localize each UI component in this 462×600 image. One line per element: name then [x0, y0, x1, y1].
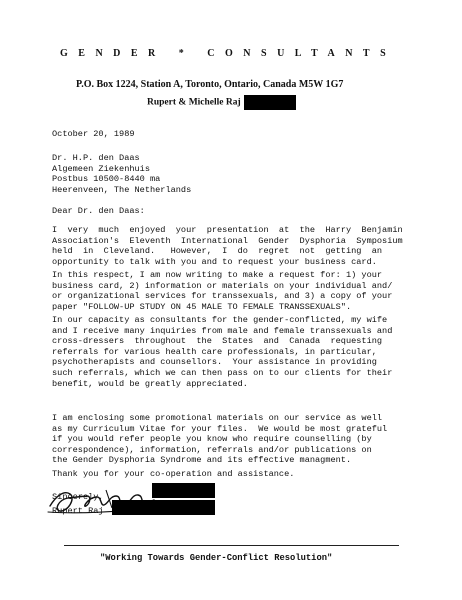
closing: Sincerely, — [52, 492, 104, 502]
paragraph-2: In this respect, I am now writing to make a request for: 1) your business card, 2) information or materials on your individual and/ or organizational services for transsexuals, and 3) a copy of your paper "FOLLOW-UP STUDY ON 45 MALE TO FEMALE TRANSSEXUALS". — [52, 270, 393, 312]
salutation: Dear Dr. den Daas: — [52, 206, 145, 216]
paragraph-1: I very much enjoyed your presentation at the Harry Benjamin Association's Eleventh International Gender Dysphoria Symposium held in Cleveland. However, I do regret not getting an opportunity to talk with you and to request your business card. — [52, 225, 403, 267]
paragraph-3: In our capacity as consultants for the gender-conflicted, my wife and I receive many inquiries from male and female transsexuals and cross-dressers throughout the States and Canada requesting referrals for various health care professionals, in particular, psychotherapists and counsellors. Your assistance in providing such referrals, which we can then pass on to our clients for their benefit, would be greatly appreciated. — [52, 315, 393, 389]
letterhead-address: P.O. Box 1224, Station A, Toronto, Ontario, Canada M5W 1G7 — [76, 79, 344, 90]
letterhead-names-text: Rupert & Michelle Raj — [147, 97, 241, 108]
paragraph-4: I am enclosing some promotional materials on our service as well as my Curriculum Vitae for your files. We would be most grateful if you would refer people you know who require counselling (by correspondence), information, referrals and/or publications on the Gender Dysphoria Syndrome and its effective managment. — [52, 413, 388, 466]
redaction-bar — [152, 483, 215, 498]
letterhead-title — [60, 48, 420, 59]
paragraph-5: Thank you for your co-operation and assistance. — [52, 469, 295, 479]
letterhead-names — [147, 95, 296, 110]
letter-date: October 20, 1989 — [52, 129, 135, 139]
footer-motto: "Working Towards Gender-Conflict Resolution" — [100, 553, 333, 563]
redaction-bar — [244, 95, 296, 110]
redaction-bar — [112, 500, 215, 515]
footer-divider — [64, 545, 399, 546]
signer-name: Rupert Raj — [52, 506, 104, 516]
recipient-address: Dr. H.P. den Daas Algemeen Ziekenhuis Postbus 10500-8440 ma Heerenveen, The Netherlands — [52, 153, 192, 195]
letterhead-title-text: GENDER * CONSULTANTS — [60, 48, 397, 59]
